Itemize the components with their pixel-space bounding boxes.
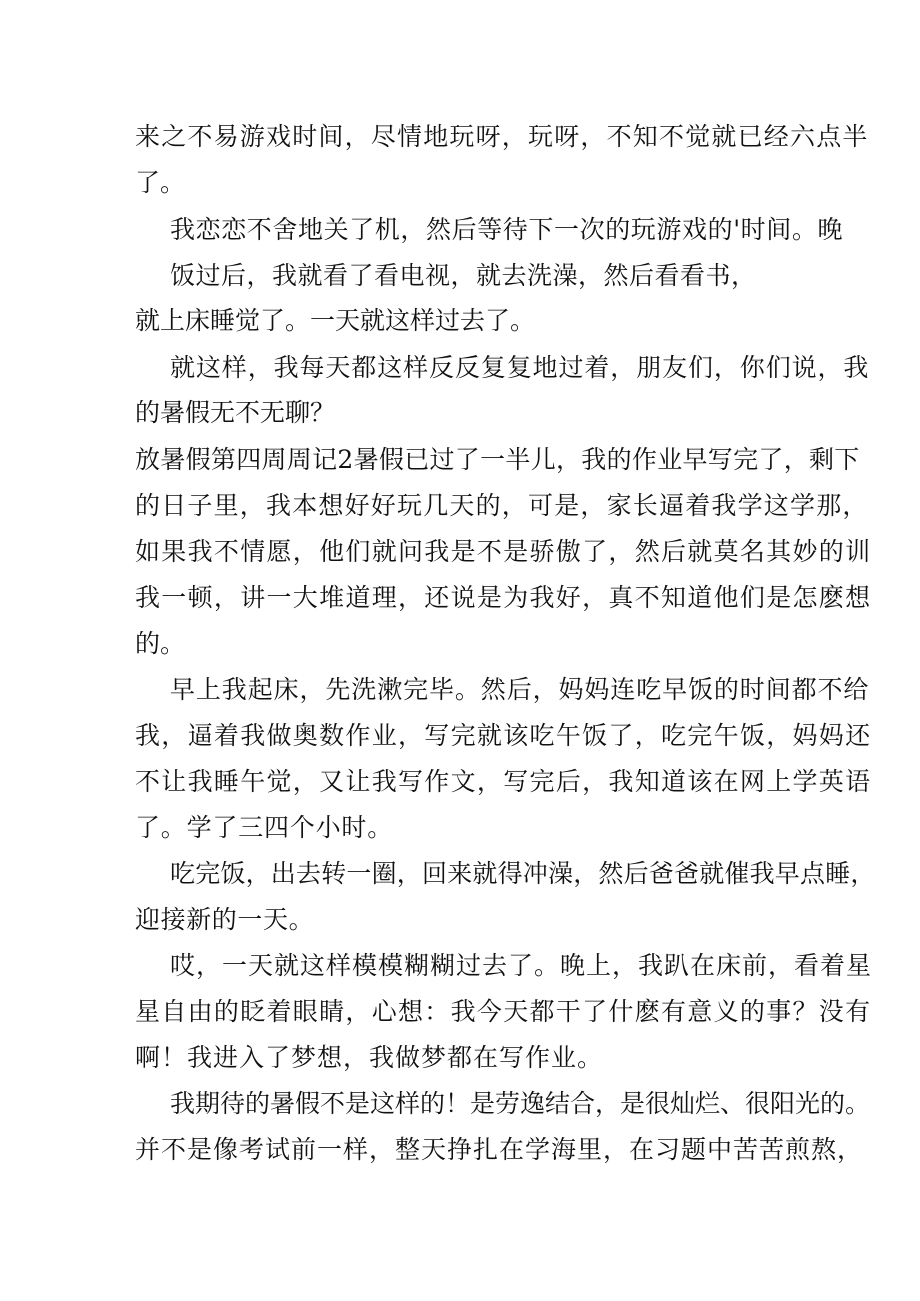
text-line: 的。 (135, 629, 186, 658)
text-line: 就上床睡觉了。一天就这样过去了。 (135, 306, 536, 335)
text-line: 的暑假无不无聊？ (135, 398, 336, 427)
text-line: 早上我起床，先洗漱完毕。然后，妈妈连吃早饭的时间都不给 (170, 675, 870, 704)
text-line: 我，逼着我做奥数作业，写完就该吃午饭了，吃完午饭，妈妈还 (135, 721, 872, 750)
text-line: 的日子里，我本想好好玩几天的，可是，家长逼着我学这学那， (135, 491, 869, 520)
text-line: 吃完饭，出去转一圈，回来就得冲澡，然后爸爸就催我早点睡， (170, 859, 876, 888)
text-line: 不让我睡午觉，又让我写作文，写完后，我知道该在网上学英语 (135, 767, 872, 796)
text-line: 饭过后，我就看了看电视，就去洗澡，然后看看书， (170, 261, 757, 290)
text-line: 迎接新的一天。 (135, 905, 315, 934)
text-line: 啊！我进入了梦想，我做梦都在写作业。 (135, 1043, 604, 1072)
text-line: 了。学了三四个小时。 (135, 813, 394, 842)
text-line: 如果我不情愿，他们就问我是不是骄傲了，然后就莫名其妙的训 (135, 537, 872, 566)
text-line: 我期待的暑假不是这样的！是劳逸结合，是很灿烂、很阳光的。 (170, 1089, 871, 1118)
text-line: 哎，一天就这样模模糊糊过去了。晚上，我趴在床前，看着星 (170, 951, 873, 980)
text-line: 我恋恋不舍地关了机，然后等待下一次的玩游戏的'时间。晚 (170, 215, 844, 244)
text-line: 星自由的眨着眼睛，心想：我今天都干了什麽有意义的事？没有 (135, 997, 872, 1026)
text-line: 了。 (135, 168, 186, 197)
text-line: 我一顿，讲一大堆道理，还说是为我好，真不知道他们是怎麽想 (135, 583, 872, 612)
text-line: 就这样，我每天都这样反反复复地过着，朋友们，你们说，我 (170, 353, 870, 382)
text-line: 并不是像考试前一样，整天挣扎在学海里，在习题中苦苦煎熬， (135, 1135, 864, 1164)
text-line: 放暑假第四周周记2暑假已过了一半儿，我的作业早写完了，剩下 (135, 445, 860, 474)
text-line: 来之不易游戏时间，尽情地玩呀，玩呀，不知不觉就已经六点半 (135, 122, 869, 151)
